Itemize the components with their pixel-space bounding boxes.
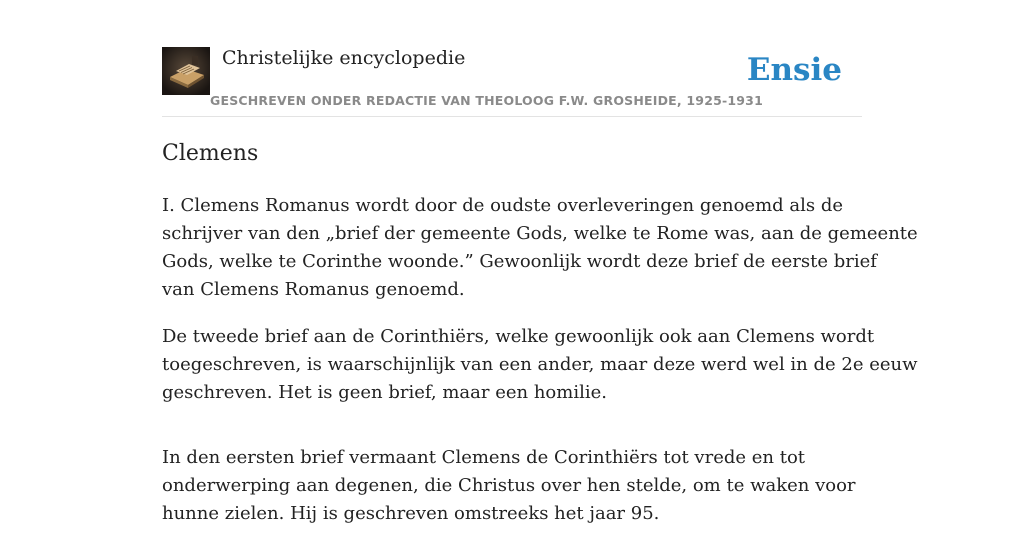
article-body — [162, 192, 918, 547]
site-subtitle: GESCHREVEN ONDER REDACTIE VAN THEOLOOG F.W. GROSHEIDE, 1925-1931 — [210, 93, 763, 108]
paragraph-line: toegeschreven, is waarschijnlijk van een ander, maar deze werd wel in de 2e eeuw — [162, 354, 918, 375]
article-title: Clemens — [162, 141, 259, 166]
book-photo-icon — [162, 47, 210, 95]
article-paragraph — [162, 323, 918, 407]
brand-logo[interactable]: Ensie — [746, 52, 842, 88]
article-paragraph — [162, 444, 864, 528]
article-paragraph — [162, 192, 918, 304]
paragraph-line: onderwerping aan degenen, die Christus over hen stelde, om te waken voor — [162, 475, 856, 496]
paragraph-line: van Clemens Romanus genoemd. — [162, 279, 465, 300]
paragraph-line: hunne zielen. Hij is geschreven omstreeks het jaar 95. — [162, 503, 660, 524]
paragraph-line: De tweede brief aan de Corinthiërs, welke gewoonlijk ook aan Clemens wordt — [162, 326, 875, 347]
paragraph-line: schrijver van den „brief der gemeente Gods, welke te Rome was, aan de gemeente — [162, 223, 918, 244]
paragraph-line: I. Clemens Romanus wordt door de oudste overleveringen genoemd als de — [162, 195, 844, 216]
paragraph-line: geschreven. Het is geen brief, maar een homilie. — [162, 382, 607, 403]
site-title[interactable]: Christelijke encyclopedie — [222, 47, 466, 69]
paragraph-line: Gods, welke te Corinthe woonde.” Gewoonlijk wordt deze brief de eerste brief — [162, 251, 877, 272]
site-avatar[interactable] — [162, 47, 210, 95]
paragraph-line: In den eersten brief vermaant Clemens de Corinthiërs tot vrede en tot — [162, 447, 806, 468]
site-header — [162, 46, 862, 117]
